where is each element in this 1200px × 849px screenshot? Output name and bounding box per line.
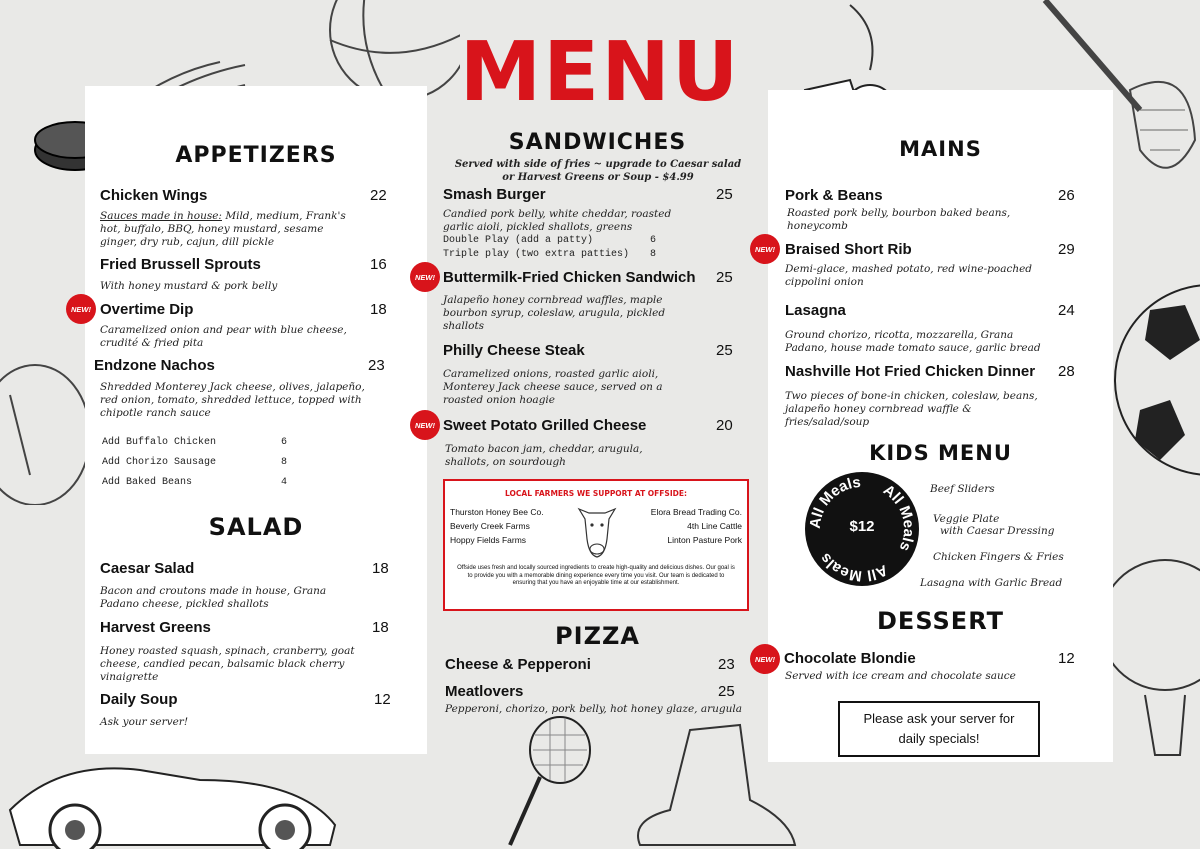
braised-short-rib-name: Braised Short Rib — [785, 241, 912, 258]
menu-title: MENU — [459, 25, 741, 120]
farmers-left-2: Hoppy Fields Farms — [450, 535, 527, 545]
lasagna-desc: Ground chorizo, ricotta, mozzarella, Grana Padano, house made tomato sauce, garlic bread — [785, 329, 1041, 354]
kids-circle-text: All Meals — [880, 481, 918, 554]
new-badge-sweet-potato: NEW! — [410, 410, 440, 440]
buttermilk-fried-chicken-price: 25 — [716, 269, 733, 286]
smash-burger-price: 25 — [716, 186, 733, 203]
nashville-hot-chicken-price: 28 — [1058, 363, 1075, 380]
harvest-greens-desc: Honey roasted squash, spinach, cranberry, goat cheese, candied pecan, balsamic black cherry vinaigrette — [100, 645, 355, 683]
new-badge-braised-short-rib: NEW! — [750, 234, 780, 264]
pork-beans-price: 26 — [1058, 187, 1075, 204]
pork-beans-name: Pork & Beans — [785, 187, 883, 204]
new-badge-buttermilk-chicken: NEW! — [410, 262, 440, 292]
sauces-label: Sauces made in house: — [100, 210, 222, 222]
meatlovers-price: 25 — [718, 683, 735, 700]
daily-soup-name: Daily Soup — [100, 691, 178, 708]
new-badge-overtime-dip: NEW! — [66, 294, 96, 324]
endzone-nachos-price: 23 — [368, 357, 385, 374]
sandwiches-subtitle: Served with side of fries ~ upgrade to Caesar salad or Harvest Greens or Soup - $4.99 — [454, 159, 742, 183]
pizza-heading: PIZZA — [555, 622, 640, 650]
cheese-pepperoni-price: 23 — [718, 656, 735, 673]
overtime-dip-name: Overtime Dip — [100, 301, 194, 318]
kids-item-beef-sliders: Beef Sliders — [930, 483, 995, 495]
triple-play-price: 8 — [650, 249, 657, 260]
football-sketch-icon — [0, 355, 90, 505]
chicken-wings-desc — [100, 210, 362, 249]
race-car-sketch-icon — [0, 740, 345, 849]
cheese-pepperoni-name: Cheese & Pepperoni — [445, 656, 591, 673]
farmers-right-2: Linton Pasture Pork — [667, 535, 742, 545]
appetizers-heading: APPETIZERS — [175, 143, 337, 168]
farmers-right-0: Elora Bread Trading Co. — [650, 507, 742, 517]
daily-specials-line1: Please ask your server for — [863, 711, 1015, 726]
kids-circle-text: All Meals — [816, 549, 891, 585]
chicken-wings-name: Chicken Wings — [100, 187, 208, 204]
daily-soup-desc: Ask your server! — [100, 716, 189, 728]
buttermilk-fried-chicken-name: Buttermilk-Fried Chicken Sandwich — [443, 269, 696, 286]
harvest-greens-name: Harvest Greens — [100, 619, 211, 636]
double-play-price: 6 — [650, 235, 657, 246]
caesar-salad-desc: Bacon and croutons made in house, Grana Padano cheese, pickled shallots — [100, 585, 327, 610]
soccer-ball-sketch-icon — [1110, 280, 1200, 480]
sauces-list: Mild, medium, Frank's hot, buffalo, BBQ, honey mustard, sesame ginger, dry rub, cajun, dill pickle — [100, 210, 346, 248]
sweet-potato-grilled-cheese-price: 20 — [716, 417, 733, 434]
local-farmers-heading: LOCAL FARMERS WE SUPPORT AT OFFSIDE: — [505, 489, 687, 498]
endzone-nachos-name: Endzone Nachos — [94, 357, 215, 374]
addon-baked-beans: Add Baked Beans — [102, 477, 193, 488]
fried-brussell-sprouts-name: Fried Brussell Sprouts — [100, 256, 261, 273]
meatlovers-desc: Pepperoni, chorizo, pork belly, hot honey glaze, arugula — [445, 703, 742, 715]
endzone-nachos-desc: Shredded Monterey Jack cheese, olives, jalapeño, red onion, tomato, shredded lettuce, topped with chipotle ranch sauce — [100, 381, 365, 419]
addon-baked-beans-price: 4 — [281, 477, 288, 488]
harvest-greens-price: 18 — [372, 619, 389, 636]
philly-cheese-steak-price: 25 — [716, 342, 733, 359]
farmers-left-0: Thurston Honey Bee Co. — [450, 507, 544, 517]
local-farmers-box — [443, 479, 749, 611]
meatlovers-name: Meatlovers — [445, 683, 524, 700]
kids-item-veggie-plate: Veggie Plate — [933, 513, 1000, 525]
caesar-salad-name: Caesar Salad — [100, 560, 195, 577]
farmers-description: Offside uses fresh and locally sourced ingredients to create high-quality and delicious dishes. Our goal is to provide you with a memorable dining experience every time you visit. Our team is dedicated to ensuring that you have an enjoyable time at our establishment. — [457, 565, 735, 586]
buttermilk-fried-chicken-desc: Jalapeño honey cornbread waffles, maple bourbon syrup, coleslaw, arugula, pickled shallots — [443, 294, 666, 332]
farmers-left-1: Beverly Creek Farms — [450, 521, 530, 531]
kids-item-chicken-fingers: Chicken Fingers & Fries — [933, 551, 1064, 563]
smash-burger-desc: Candied pork belly, white cheddar, roasted garlic aioli, pickled shallots, greens — [443, 208, 672, 233]
smash-burger-name: Smash Burger — [443, 186, 546, 203]
overtime-dip-price: 18 — [370, 301, 387, 318]
philly-cheese-steak-desc: Caramelized onions, roasted garlic aioli, Monterey Jack cheese sauce, served on a roasted onion hoagie — [443, 368, 663, 406]
double-play-extra: Double Play (add a patty) — [443, 235, 594, 246]
daily-soup-price: 12 — [374, 691, 391, 708]
fried-brussell-sprouts-price: 16 — [370, 256, 387, 273]
addon-buffalo-chicken-price: 6 — [281, 437, 288, 448]
nashville-hot-chicken-desc: Two pieces of bone-in chicken, coleslaw, beans, jalapeño honey cornbread waffle & fries/salad/soup — [785, 390, 1038, 428]
nashville-hot-chicken-name: Nashville Hot Fried Chicken Dinner — [785, 363, 1036, 380]
kids-circle-text: All Meals — [806, 473, 862, 530]
mains-heading: MAINS — [899, 137, 982, 161]
kids-item-lasagna: Lasagna with Garlic Bread — [920, 577, 1063, 589]
kids-price: $12 — [849, 518, 875, 535]
kids-item-veggie-plate-sub: with Caesar Dressing — [940, 525, 1055, 537]
chocolate-blondie-price: 12 — [1058, 650, 1075, 667]
braised-short-rib-price: 29 — [1058, 241, 1075, 258]
chocolate-blondie-desc: Served with ice cream and chocolate sauce — [785, 670, 1016, 682]
chocolate-blondie-name: Chocolate Blondie — [784, 650, 916, 667]
caesar-salad-price: 18 — [372, 560, 389, 577]
daily-specials-line2: daily specials! — [898, 731, 980, 746]
addon-chorizo-sausage: Add Chorizo Sausage — [102, 457, 217, 468]
lasagna-name: Lasagna — [785, 302, 846, 319]
kids-menu-heading: KIDS MENU — [869, 441, 1012, 465]
sweet-potato-grilled-cheese-name: Sweet Potato Grilled Cheese — [443, 417, 647, 434]
sandwiches-heading: SANDWICHES — [508, 130, 687, 155]
overtime-dip-desc: Caramelized onion and pear with blue cheese, crudité & fried pita — [100, 324, 347, 349]
daily-specials-box — [838, 701, 1040, 757]
farmers-right-1: 4th Line Cattle — [687, 521, 742, 531]
sweet-potato-grilled-cheese-desc: Tomato bacon jam, cheddar, arugula, shallots, on sourdough — [445, 443, 643, 468]
fried-brussell-sprouts-desc: With honey mustard & pork belly — [100, 280, 278, 292]
chicken-wings-price: 22 — [370, 187, 387, 204]
triple-play-extra: Triple play (two extra patties) — [443, 249, 630, 260]
salad-heading: SALAD — [208, 513, 304, 541]
dessert-heading: DESSERT — [877, 607, 1004, 635]
addon-chorizo-sausage-price: 8 — [281, 457, 288, 468]
pork-beans-desc: Roasted pork belly, bourbon baked beans, honeycomb — [787, 207, 1011, 232]
braised-short-rib-desc: Demi-glace, mashed potato, red wine-poached cippolini onion — [785, 263, 1033, 288]
tennis-racket-sketch-icon — [505, 715, 595, 849]
new-badge-chocolate-blondie: NEW! — [750, 644, 780, 674]
philly-cheese-steak-name: Philly Cheese Steak — [443, 342, 585, 359]
addon-buffalo-chicken: Add Buffalo Chicken — [102, 437, 217, 448]
cow-icon — [575, 501, 619, 559]
lasagna-price: 24 — [1058, 302, 1075, 319]
